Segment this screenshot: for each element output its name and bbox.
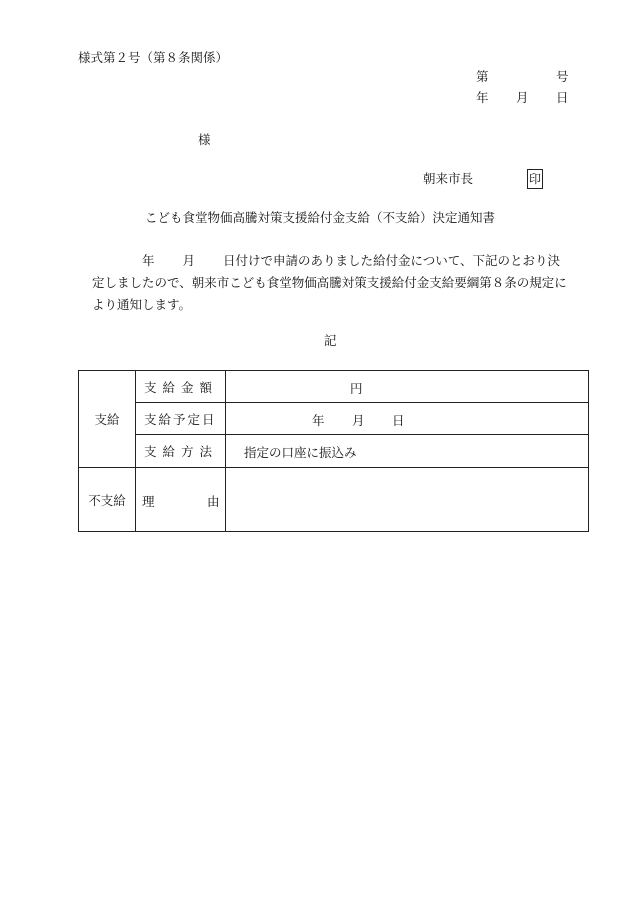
row-label-date: 支給予定日: [136, 403, 226, 435]
group-payment: 支給: [79, 371, 136, 468]
row-label-reason: [136, 468, 226, 532]
scheduled-year: 年: [312, 413, 325, 428]
row-value-reason: [226, 468, 589, 532]
form-number: 様式第２号（第８条関係）: [78, 50, 229, 65]
yen-unit: 円: [350, 381, 363, 396]
document-title: こども食堂物価高騰対策支援給付金支給（不支給）決定通知書: [145, 210, 496, 225]
issuer: 朝来市長: [423, 171, 474, 186]
table-row: [79, 403, 589, 435]
body-year: 年: [142, 253, 155, 268]
date-day: 日: [556, 90, 569, 105]
body-month: 月: [182, 253, 196, 268]
table-row: [79, 371, 589, 403]
reason-char-1: 理: [142, 494, 155, 509]
date-year: 年: [476, 90, 489, 105]
scheduled-day: 日: [392, 413, 405, 428]
row-value-method: [226, 435, 589, 468]
row-label-amount: 支給金額: [136, 371, 226, 403]
reason-char-2: 由: [207, 494, 220, 509]
group-nonpayment: 不支給: [79, 468, 136, 532]
scheduled-month: 月: [352, 413, 365, 428]
decision-table: [78, 370, 589, 532]
row-value-amount: [226, 371, 589, 403]
payment-method: 指定の口座に振込み: [244, 445, 357, 460]
date-month: 月: [516, 90, 529, 105]
doc-number-prefix: 第: [476, 69, 489, 84]
row-label-method: 支給方法: [136, 435, 226, 468]
doc-number-suffix: 号: [556, 69, 569, 84]
table-row: [79, 468, 589, 532]
seal-mark: 印: [527, 169, 543, 189]
ki-label: 記: [324, 333, 337, 348]
recipient-suffix: 様: [198, 132, 211, 147]
body-text: 日付けで申請のありました給付金について、下記のとおり決定しましたので、朝来市こども食堂物価高騰対策支援給付金支給要綱第８条の規定により通知します。: [92, 253, 567, 312]
row-value-date: [226, 403, 589, 435]
body-paragraph: [92, 250, 572, 316]
table-row: [79, 435, 589, 468]
